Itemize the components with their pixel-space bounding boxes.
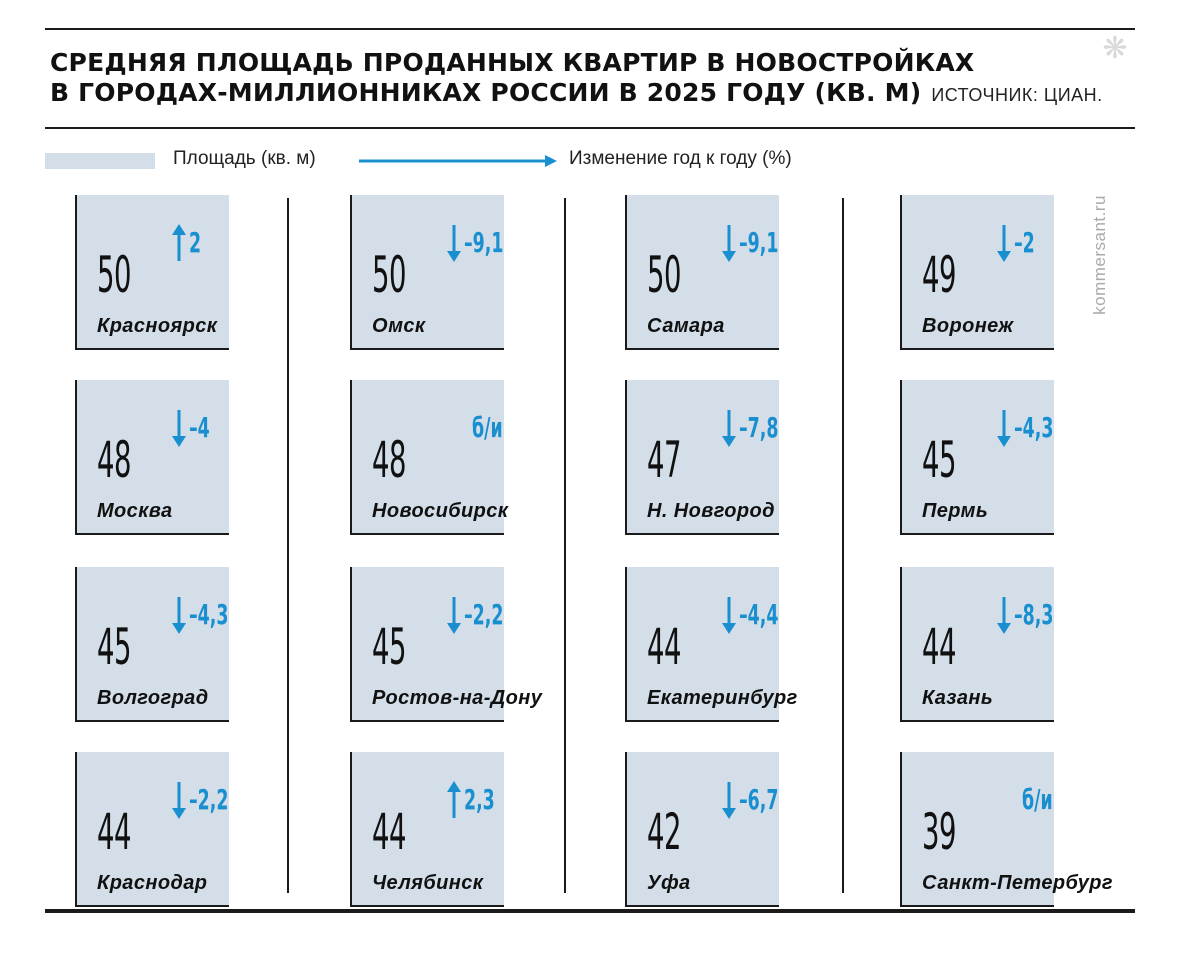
title-line-1: СРЕДНЯЯ ПЛОЩАДЬ ПРОДАННЫХ КВАРТИР В НОВОСТРОЙКАХ	[50, 48, 975, 77]
legend-area-label: Площадь (кв. м)	[173, 148, 316, 169]
arrow-down-icon	[171, 595, 187, 635]
area-value: 45	[97, 618, 131, 676]
change-value: –4,3	[1014, 411, 1054, 444]
area-value: 45	[922, 431, 956, 489]
area-value: 44	[372, 803, 406, 861]
arrow-up-icon	[171, 223, 187, 263]
legend-change-label: Изменение год к году (%)	[569, 148, 792, 169]
change-value: –2,2	[189, 783, 229, 816]
city-tile	[900, 195, 1054, 350]
city-label: Челябинск	[372, 872, 484, 894]
change-value: –8,3	[1014, 598, 1054, 631]
city-tile	[75, 195, 229, 350]
area-value: 44	[647, 618, 681, 676]
column-divider-1	[287, 198, 289, 893]
city-tile	[75, 567, 229, 722]
area-value: 44	[97, 803, 131, 861]
city-label: Уфа	[647, 872, 691, 894]
arrow-down-icon	[996, 408, 1012, 448]
city-label: Пермь	[922, 500, 989, 522]
city-label: Воронеж	[922, 315, 1014, 337]
city-tile	[350, 752, 504, 907]
arrow-down-icon	[446, 223, 462, 263]
city-tile	[625, 567, 798, 722]
city-label: Волгоград	[97, 687, 209, 709]
legend-arrow-icon	[359, 152, 559, 170]
area-value: 49	[922, 246, 956, 304]
city-tile	[350, 380, 509, 535]
city-label: Санкт-Петербург	[922, 872, 1113, 894]
arrow-down-icon	[721, 780, 737, 820]
city-tile	[625, 752, 779, 907]
city-label: Москва	[97, 500, 173, 522]
city-label: Н. Новгород	[647, 500, 775, 522]
change-value: 2,3	[464, 783, 495, 816]
change-value: –9,1	[464, 226, 504, 259]
change-value: –4,4	[739, 598, 779, 631]
city-tile	[900, 380, 1054, 535]
city-label: Красноярск	[97, 315, 218, 337]
city-tile	[625, 195, 779, 350]
change-value: –2,2	[464, 598, 504, 631]
arrow-down-icon	[171, 408, 187, 448]
city-tile	[350, 195, 504, 350]
city-tile	[900, 567, 1054, 722]
city-label: Екатеринбург	[647, 687, 798, 709]
arrow-down-icon	[996, 223, 1012, 263]
city-label: Краснодар	[97, 872, 208, 894]
city-label: Ростов-на-Дону	[372, 687, 543, 709]
area-value: 50	[372, 246, 406, 304]
area-value: 48	[372, 431, 406, 489]
bottom-rule	[45, 909, 1135, 913]
watermark: kommersant.ru	[1090, 195, 1109, 315]
column-divider-3	[842, 198, 844, 893]
area-value: 39	[922, 803, 956, 861]
legend-area-swatch	[45, 153, 155, 169]
title-line-2-text: В ГОРОДАХ-МИЛЛИОННИКАХ РОССИИ В 2025 ГОДУ (КВ. М)	[50, 78, 922, 107]
arrow-down-icon	[446, 595, 462, 635]
change-value: б/и	[472, 411, 503, 444]
change-value: 2	[189, 226, 202, 259]
kommersant-logo-icon: ❋	[1102, 32, 1128, 65]
area-value: 45	[372, 618, 406, 676]
city-tile	[75, 380, 229, 535]
change-value: –2	[1014, 226, 1035, 259]
change-value: –9,1	[739, 226, 779, 259]
chart-title	[50, 48, 1103, 110]
city-label: Казань	[922, 687, 994, 709]
city-tile	[625, 380, 779, 535]
area-value: 44	[922, 618, 956, 676]
city-tile	[900, 752, 1113, 907]
arrow-up-icon	[446, 780, 462, 820]
city-tile	[75, 752, 229, 907]
city-label: Новосибирск	[372, 500, 509, 522]
area-value: 48	[97, 431, 131, 489]
city-label: Омск	[372, 315, 426, 337]
area-value: 50	[97, 246, 131, 304]
header-rule	[45, 127, 1135, 129]
arrow-down-icon	[996, 595, 1012, 635]
arrow-down-icon	[721, 595, 737, 635]
city-tile	[350, 567, 543, 722]
area-value: 50	[647, 246, 681, 304]
arrow-down-icon	[171, 780, 187, 820]
top-rule	[45, 28, 1135, 30]
change-value: –7,8	[739, 411, 779, 444]
title-line-2	[50, 78, 1103, 110]
change-value: б/и	[1022, 783, 1053, 816]
change-value: –6,7	[739, 783, 779, 816]
source-note: ИСТОЧНИК: ЦИАН.	[931, 85, 1103, 105]
change-value: –4,3	[189, 598, 229, 631]
column-divider-2	[564, 198, 566, 893]
change-value: –4	[189, 411, 210, 444]
arrow-down-icon	[721, 223, 737, 263]
arrow-down-icon	[721, 408, 737, 448]
area-value: 47	[647, 431, 681, 489]
city-label: Самара	[647, 315, 725, 337]
area-value: 42	[647, 803, 681, 861]
